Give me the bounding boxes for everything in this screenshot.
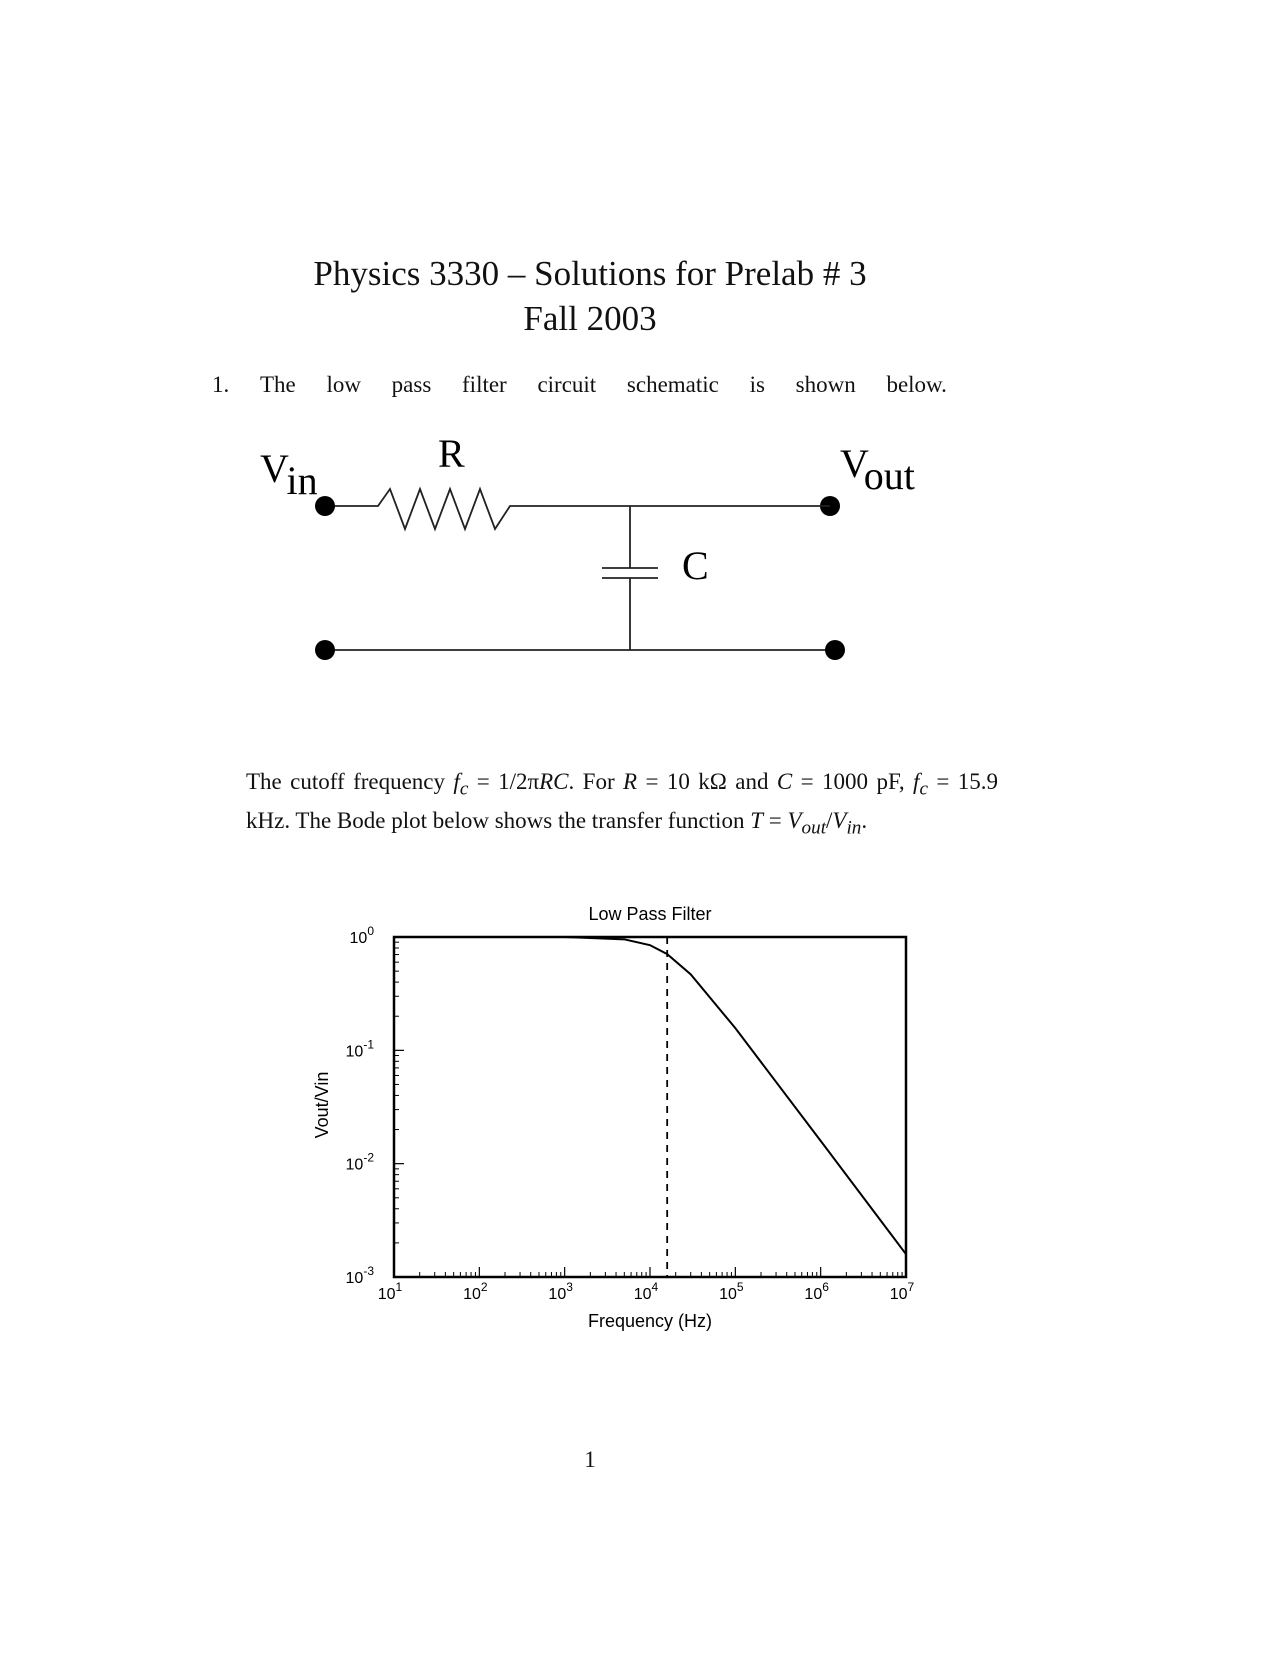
problem-word: circuit xyxy=(537,372,597,397)
problem-word: shown xyxy=(795,372,856,397)
resistor-label: R xyxy=(438,431,465,476)
y-tick-label: $10^{-2}$ xyxy=(345,1150,374,1174)
x-tick-label: $10^4$ xyxy=(633,1280,659,1303)
problem-word: below. xyxy=(886,372,947,397)
ground-terminal-right xyxy=(825,640,845,660)
problem-word: filter xyxy=(462,372,507,397)
x-axis-label: Frequency (Hz) xyxy=(587,1311,713,1331)
x-tick-label: $10^6$ xyxy=(804,1280,829,1303)
resistor-symbol xyxy=(335,489,545,529)
problem-statement xyxy=(212,372,947,398)
vin-label: Vin xyxy=(260,446,318,503)
vout-label: Vout xyxy=(840,441,915,498)
x-tick-label: $10^7$ xyxy=(889,1280,915,1303)
page-title: Physics 3330 – Solutions for Prelab # 3 xyxy=(313,254,867,293)
page-number: 1 xyxy=(584,1447,596,1472)
y-tick-label: $10^0$ xyxy=(349,924,374,947)
bode-plot xyxy=(300,895,940,1345)
circuit-schematic xyxy=(250,425,930,665)
y-tick-label: $10^{-3}$ xyxy=(345,1264,374,1287)
vin-terminal xyxy=(315,496,335,516)
ground-terminal-left xyxy=(315,640,335,660)
problem-word: is xyxy=(749,372,765,397)
problem-word: pass xyxy=(391,372,432,397)
x-tick-label: $10^3$ xyxy=(548,1280,573,1303)
problem-word: The xyxy=(259,372,296,397)
capacitor-label: C xyxy=(682,543,709,588)
explanation-paragraph: The cutoff frequency $f_c = 1/2\pi RC$. For R = 10 kΩ and C = 1000 pF, $f_c = 15.9$ kHz. The Bode plot below shows the transfer function $T = V_{out}/V_{in}$. xyxy=(246,769,998,839)
y-tick-label: $10^{-1}$ xyxy=(345,1037,374,1061)
y-axis-label: Vout/Vin xyxy=(312,1071,332,1139)
chart-title: Low Pass Filter xyxy=(588,904,712,924)
plot-frame xyxy=(394,937,906,1277)
problem-word: schematic xyxy=(626,372,719,397)
x-tick-label: $10^5$ xyxy=(719,1280,744,1303)
x-tick-label: $10^1$ xyxy=(377,1280,403,1303)
transfer-function-curve xyxy=(394,937,906,1254)
page-subtitle: Fall 2003 xyxy=(523,299,657,338)
x-tick-label: $10^2$ xyxy=(463,1280,488,1303)
problem-number: 1. xyxy=(212,372,230,397)
problem-word: low xyxy=(326,372,361,397)
